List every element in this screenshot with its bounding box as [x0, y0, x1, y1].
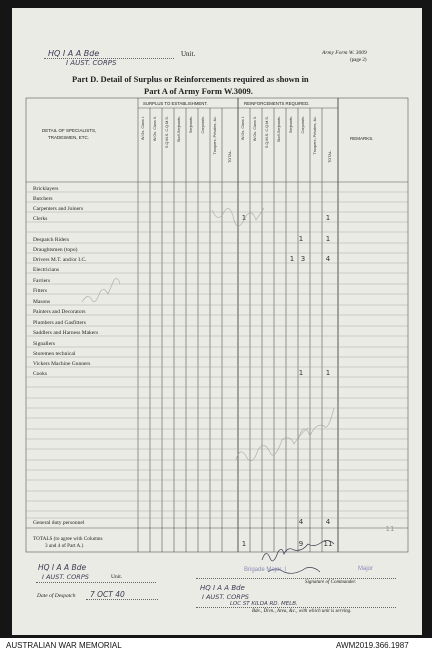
credit-right: AWM2019.366.1987: [336, 641, 409, 650]
reinf-col-sqms: S.Q.M.S. C.Q.M.S.: [265, 116, 269, 149]
reinf-col-corporals: Corporals.: [301, 116, 305, 134]
col-corporals: Corporals.: [201, 116, 205, 134]
row-label-saddlers: Saddlers and Harness Makers: [33, 330, 99, 336]
cell-totals-reinf-total: 11: [323, 540, 333, 548]
despatch-label: Date of Despatch: [37, 593, 76, 599]
col-wo-class-2: W.Os. Class II.: [153, 116, 157, 142]
col-troopers: Troopers, Privates, &c.: [213, 116, 217, 155]
totals-label-2: 3 and 4 of Part A.): [45, 543, 84, 549]
bde-label: Bde., Divn., Area, &c., with which unit is serving.: [252, 609, 352, 614]
signature-label: Signature of Commander.: [305, 580, 357, 585]
footer-unit-handwritten: HQ I A A Bde: [38, 563, 87, 572]
row-label-masons: Masons: [33, 299, 51, 305]
row-label-electricians: Electricians: [33, 267, 59, 273]
col-serjeants: Serjeants.: [189, 116, 193, 134]
footer-unit-handwritten-2: I AUST. CORPS: [42, 573, 89, 581]
page-ref: (page 2): [350, 58, 367, 63]
bde-handwritten-1: HQ I A A Bde: [200, 584, 245, 592]
title-line-1: Part D. Detail of Surplus or Reinforcements required as shown in: [72, 74, 309, 84]
row-label-farriers: Farriers: [33, 278, 51, 284]
detail-header-2: TRADESMEN, ETC.: [48, 135, 90, 140]
row-label-bricklayers: Bricklayers: [33, 186, 59, 192]
major-stamp: Major: [358, 566, 374, 572]
row-label-plumbers: Plumbers and Gasfitters: [33, 320, 86, 326]
row-label-carpenters: Carpenters and Joiners: [33, 206, 84, 212]
cell-general-duty-total: 4: [325, 518, 331, 526]
row-label-fitters: Fitters: [33, 288, 48, 294]
row-label-signallers: Signallers: [33, 341, 55, 347]
cell-totals-reinf-corp: 9: [298, 540, 304, 548]
cell-drivers-reinf-trp: 3: [300, 255, 306, 263]
signature-underline: [196, 578, 396, 579]
totals-label: TOTALS (to agree with Columns: [33, 536, 103, 542]
footer-unit-label: Unit.: [111, 574, 123, 580]
bde-handwritten-2: I AUST. CORPS: [202, 593, 249, 601]
cell-cooks-reinf-total: 1: [325, 369, 331, 377]
row-label-vickers: Vickers Machine Gunners: [33, 361, 91, 367]
row-label-butchers: Butchers: [33, 196, 53, 202]
cell-despatch-reinf-total: 1: [325, 235, 331, 243]
unit-handwritten-corps: I AUST. CORPS: [66, 59, 117, 67]
despatch-date: 7 OCT 40: [90, 590, 125, 599]
bde-handwritten-3: LOC ST KILDA RD. MELB.: [230, 601, 298, 607]
cell-cooks-reinf-corp: 1: [298, 369, 304, 377]
unit-handwritten: HQ I A A Bde: [48, 49, 100, 58]
row-label-clerks: Clerks: [33, 216, 48, 222]
remarks-header: REMARKS.: [350, 136, 374, 141]
credit-left: AUSTRALIAN WAR MEMORIAL: [6, 641, 122, 650]
row-label-drivers: Drivers M.T. and/or I.C.: [33, 257, 87, 263]
cell-drivers-reinf-total: 4: [325, 255, 331, 263]
reinf-col-total: TOTAL.: [328, 150, 332, 163]
cell-general-duty-corp: 4: [298, 518, 304, 526]
row-label-draughtsmen: Draughtsmen (topo): [33, 247, 78, 253]
reinf-col-wo-class-1: W.Os. Class I.: [241, 116, 245, 141]
col-wo-class-1: W.Os. Class I.: [141, 116, 145, 141]
cell-clerks-reinf-total: 1: [325, 214, 331, 222]
col-total: TOTAL.: [228, 150, 232, 163]
footer-unit-underline: [36, 582, 156, 583]
cell-despatch-reinf-corp: 1: [298, 235, 304, 243]
detail-header: DETAIL OF SPECIALISTS,: [42, 128, 97, 133]
bde-underline: [196, 607, 396, 608]
row-label-despatch-riders: Despatch Riders: [33, 237, 70, 243]
row-label-painters: Painters and Decorators: [33, 309, 86, 315]
reinf-col-serjeants: Serjeants.: [289, 116, 293, 134]
cell-clerks-reinf-w1: 1: [241, 214, 247, 222]
side-pencil-mark: 11: [385, 525, 395, 533]
col-sqms: S.Q.M.S. C.Q.M.S.: [165, 116, 169, 149]
row-label-cooks: Cooks: [33, 371, 48, 377]
reinforcements-header: REINFORCEMENTS REQUIRED.: [244, 101, 310, 106]
unit-label: Unit.: [181, 50, 196, 58]
surplus-header: SURPLUS TO ESTABLISHMENT.: [143, 101, 208, 106]
reinf-col-staff-serjeants: Staff-Serjeants.: [277, 116, 281, 143]
row-label-general-duty: General duty personnel: [33, 520, 85, 526]
brigade-major-stamp: Brigade Major, I: [244, 567, 287, 573]
cell-totals-reinf-w1: 1: [241, 540, 247, 548]
col-staff-serjeants: Staff-Serjeants.: [177, 116, 181, 143]
reinf-col-wo-class-2: W.Os. Class II.: [253, 116, 257, 142]
reinf-col-troopers: Troopers, Privates, &c.: [313, 116, 317, 155]
title-line-2: Part A of Army Form W.3009.: [144, 86, 253, 96]
despatch-underline: [86, 599, 158, 600]
cell-drivers-reinf-corp: 1: [289, 255, 295, 263]
form-ref: Army Form W. 3009: [322, 50, 367, 56]
row-label-storemen: Storemen technical: [33, 351, 76, 357]
